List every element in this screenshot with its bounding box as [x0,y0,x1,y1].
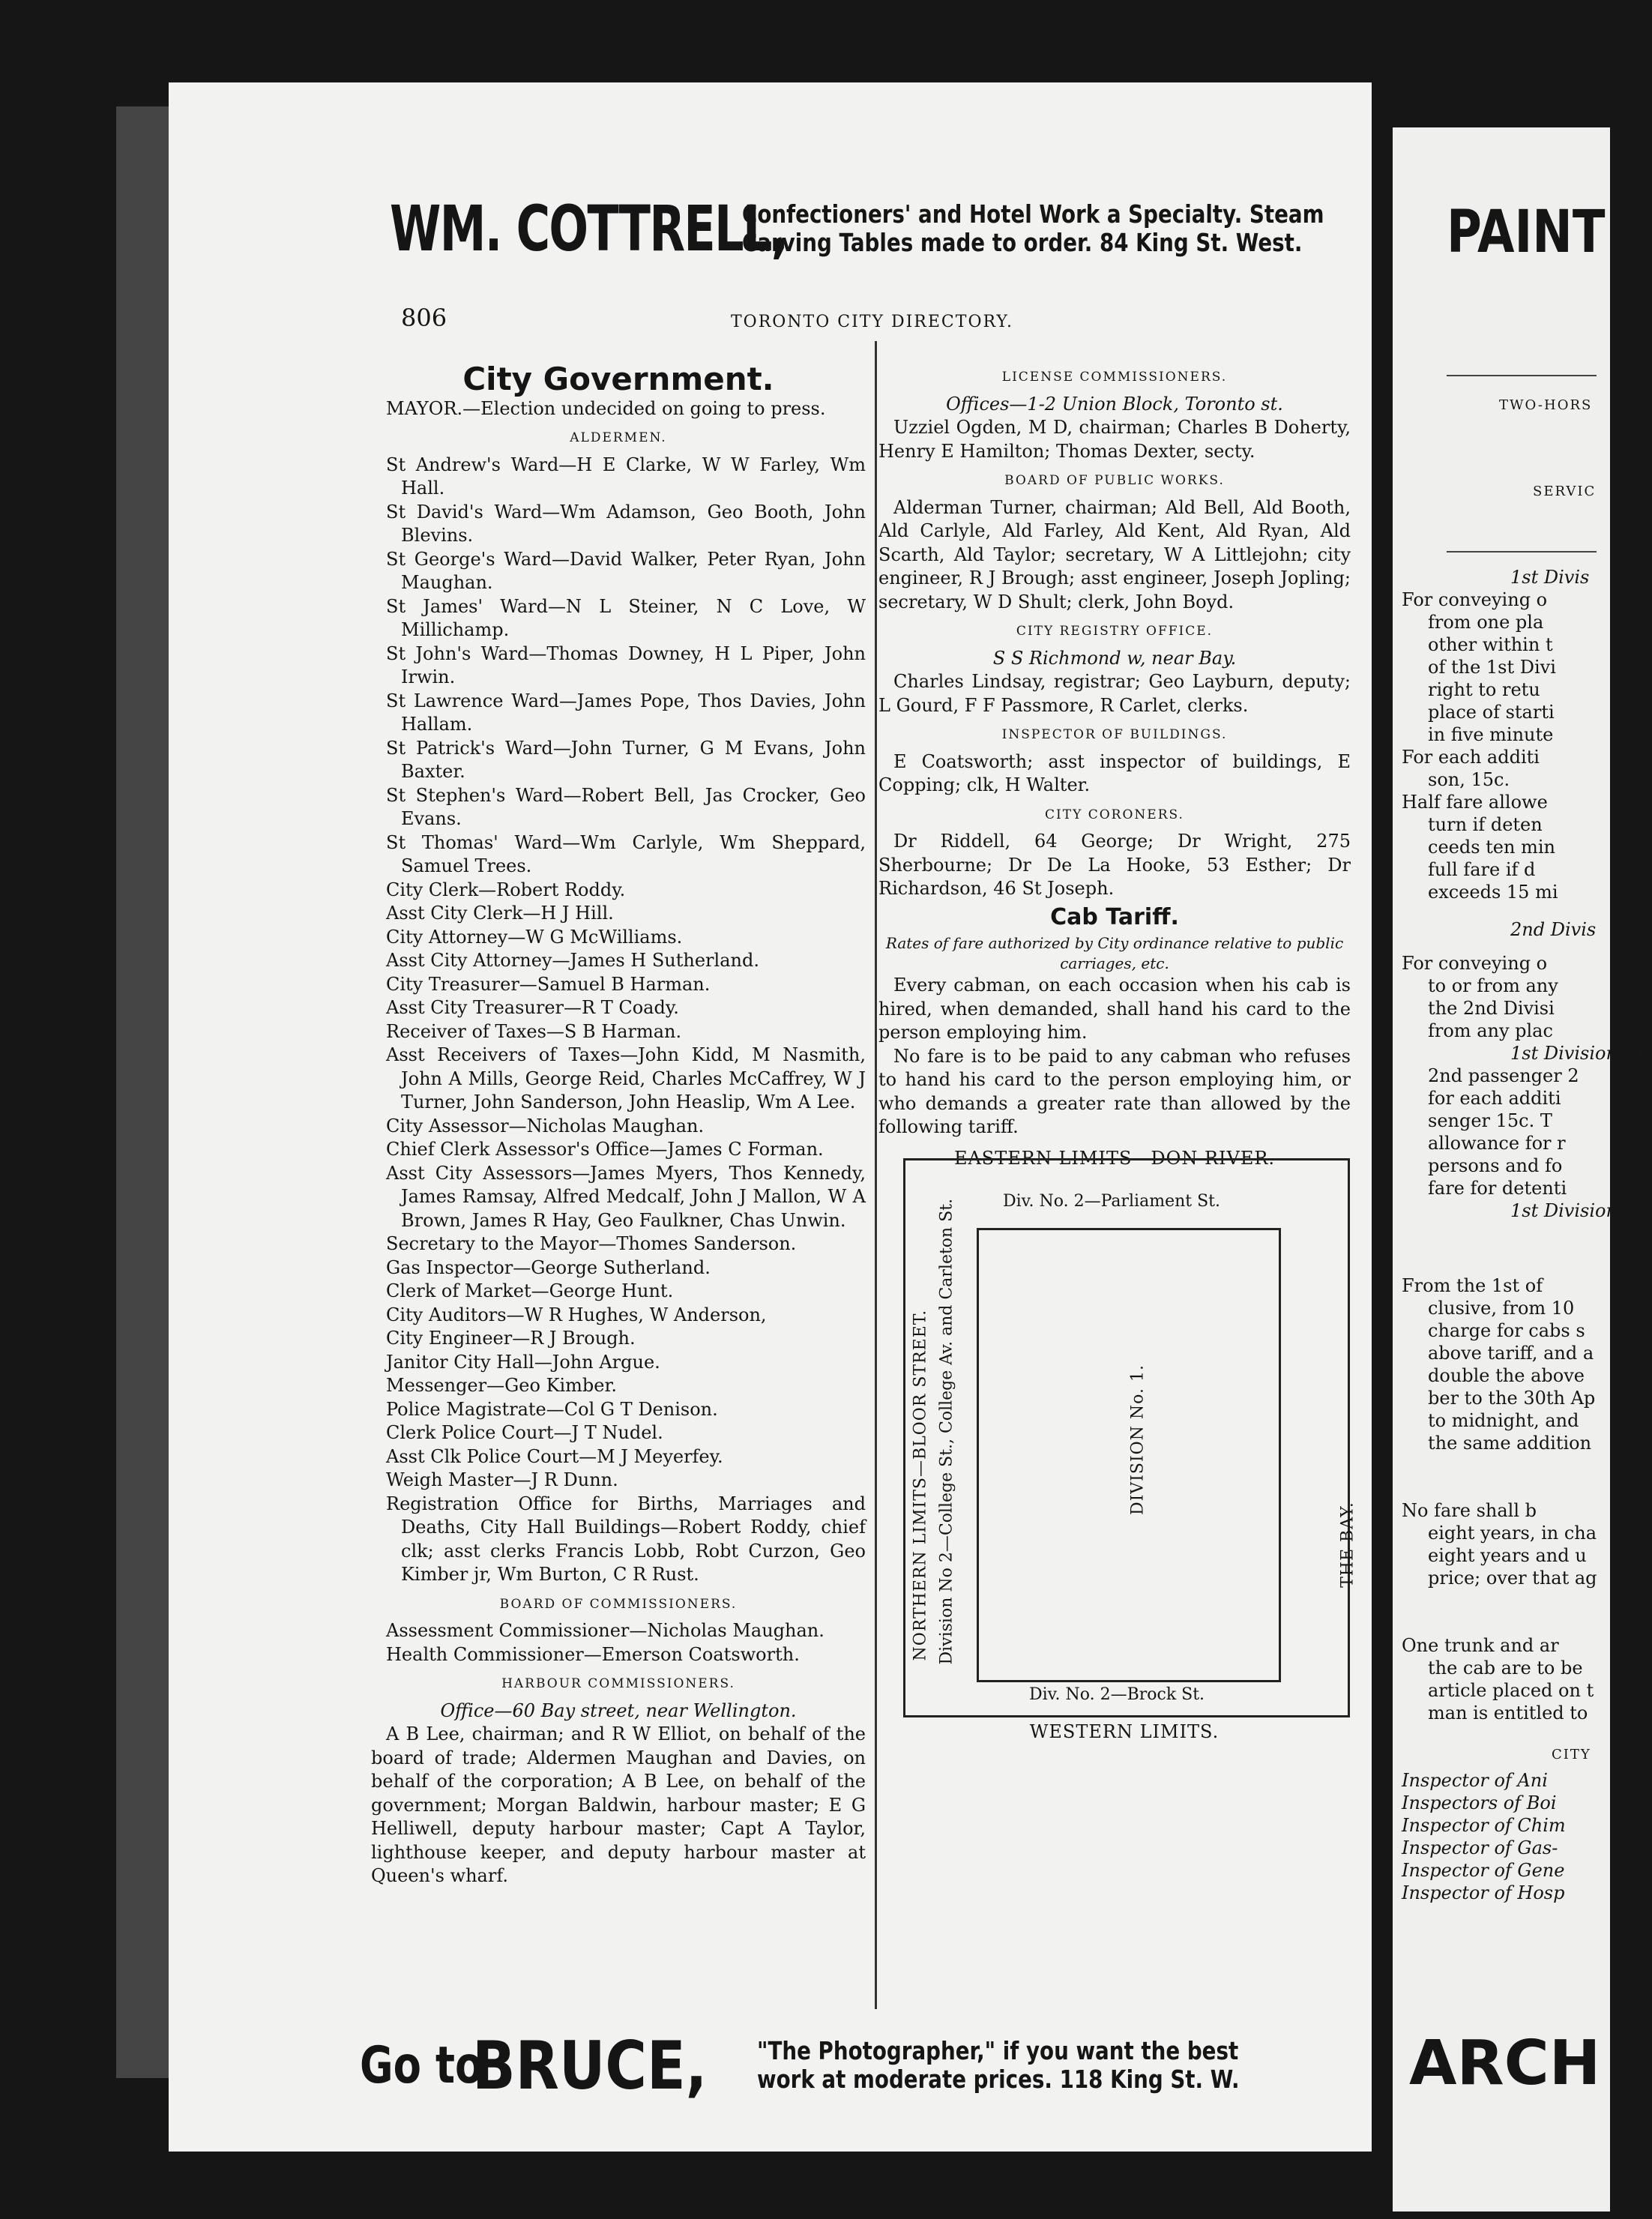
running-title: TORONTO CITY DIRECTORY. [731,313,1014,331]
ward-entry: St Stephen's Ward—Robert Bell, Jas Crocker, Geo Evans. [386,784,866,829]
column-divider [875,341,877,2009]
ad-bruce-line-1: "The Photographer," if you want the best [757,2036,1239,2065]
right-page-line: 2nd Divis [1510,919,1597,940]
official-entry: City Engineer—R J Brough. [386,1328,636,1349]
right-page-line: allowance for r [1428,1133,1566,1154]
aldermen-heading: ALDERMEN. [570,430,667,445]
right-page-line: persons and fo [1428,1155,1563,1176]
works-heading: BOARD OF PUBLIC WORKS. [1004,473,1225,488]
right-page-line: Inspector of Gene [1402,1860,1565,1881]
license-office: Offices—1-2 Union Block, Toronto st. [946,393,1283,415]
commissioner-entry: Health Commissioner—Emerson Coatsworth. [386,1643,800,1665]
section-title: City Government. [462,361,774,397]
right-page-line: article placed on t [1428,1680,1594,1701]
top-advertisement [390,191,1349,266]
right-column [878,360,1351,1170]
western-limits: WESTERN LIMITS. [1029,1721,1220,1742]
official-entry: Asst City Treasurer—R T Coady. [386,997,679,1018]
map-northern-limits: NORTHERN LIMITS—BLOOR STREET. [911,1309,930,1661]
ad-name: WM. COTTRELL, [390,192,788,265]
official-entry: City Treasurer—Samuel B Harman. [386,973,711,995]
official-entry: Secretary to the Mayor—Thomes Sanderson. [386,1233,797,1254]
right-page-line: clusive, from 10 [1428,1298,1575,1319]
ad-line-1: Confectioners' and Hotel Work a Specialty. Steam [742,199,1324,229]
ad-go-to: Go to [360,2035,483,2095]
official-entry: Weigh Master—J R Dunn. [386,1469,618,1490]
official-entry: Clerk Police Court—J T Nudel. [386,1422,663,1443]
coroners-text: Dr Riddell, 64 George; Dr Wright, 275 Sherbourne; Dr De La Hooke, 53 Esther; Dr Richardson, 46 St Joseph. [878,831,1351,899]
eastern-limits: EASTERN LIMITS—DON RIVER. [953,1147,1276,1169]
right-page-line: eight years, in cha [1428,1523,1597,1544]
official-entry: Asst Clk Police Court—M J Meyerfey. [386,1445,723,1467]
cab-intro: Rates of fare authorized by City ordinance relative to public carriages, etc. [885,934,1344,972]
official-entry: Asst City Attorney—James H Sutherland. [386,950,759,971]
cab-paragraph-2: No fare is to be paid to any cabman who refuses to hand his card to the person employing him, or who demands a greater rate than allowed by the following tariff. [878,1045,1351,1137]
right-page-line: full fare if d [1428,859,1536,880]
harbour-office: Office—60 Bay street, near Wellington. [440,1699,797,1721]
right-page-line: charge for cabs s [1428,1320,1585,1341]
left-column [371,360,866,1888]
right-page-line: ber to the 30th Ap [1428,1388,1596,1409]
official-entry: Asst City Clerk—H J Hill. [386,903,614,924]
ward-entry: St Lawrence Ward—James Pope, Thos Davies, John Hallam. [386,690,866,735]
ad-bruce: BRUCE, [472,2026,708,2104]
right-page-line: ceeds ten min [1428,837,1555,858]
cab-tariff-title: Cab Tariff. [1050,903,1179,930]
right-page-line: other within t [1428,634,1553,655]
official-entry: Asst Receivers of Taxes—John Kidd, M Nasmith, John A Mills, George Reid, Charles McCaffrey, W J Turner, John Sanderson, John Heaslip, Wm A Lee. [386,1044,866,1112]
right-page-line: No fare shall b [1402,1500,1537,1521]
official-entry: Receiver of Taxes—S B Harman. [386,1020,682,1042]
right-page-line: Inspectors of Boi [1402,1792,1557,1813]
registry-address: S S Richmond w, near Bay. [992,647,1237,669]
right-page-line: to midnight, and [1428,1410,1579,1431]
right-page-line: right to retu [1428,679,1540,700]
harbour-text: A B Lee, chairman; and R W Elliot, on behalf of the board of trade; Aldermen Maughan and Davies, on behalf of the corporation; A B Lee, on behalf of the government; Morgan Baldwin, harbour master; E G Helliwell, deputy harbour master; Capt A Taylor, lighthouse keeper, and deputy harbour master at Queen's wharf. [371,1723,866,1886]
official-entry: City Clerk—Robert Roddy. [386,879,626,900]
buildings-text: E Coatsworth; asst inspector of buildings, E Copping; clk, H Walter. [878,750,1351,795]
book-edge [116,106,176,2078]
license-text: Uzziel Ogden, M D, chairman; Charles B Doherty, Henry E Hamilton; Thomas Dexter, secty. [878,417,1351,462]
right-page-line: from any plac [1428,1020,1553,1041]
right-page-line: turn if deten [1428,814,1543,835]
division-map [903,1158,1357,1717]
commissioner-entry: Assessment Commissioner—Nicholas Maughan. [386,1620,825,1641]
right-page-rule-2 [1447,551,1597,553]
ad-text [742,200,1324,257]
right-page-line: From the 1st of [1402,1275,1543,1296]
right-page-line: to or from any [1428,975,1558,996]
official-entry: City Assessor—Nicholas Maughan. [386,1115,705,1136]
right-page-line: exceeds 15 mi [1428,882,1558,903]
official-entry: Gas Inspector—George Sutherland. [386,1256,711,1278]
ward-entry: St Thomas' Ward—Wm Carlyle, Wm Sheppard, Samuel Trees. [386,831,866,876]
right-page-line: 1st Division, 50 [1510,1043,1652,1064]
registry-heading: CITY REGISTRY OFFICE. [1016,624,1214,639]
bottom-advertisement [360,2024,1357,2107]
map-bottom-label: Div. No. 2—Brock St. [1029,1685,1205,1704]
official-entry: Asst City Assessors—James Myers, Thos Kennedy, James Ramsay, Alfred Medcalf, John J Mallon, W A Brown, James R Hay, Geo Faulkner, Chas Unwin. [386,1162,866,1231]
ward-entry: St Andrew's Ward—H E Clarke, W W Farley, Wm Hall. [386,454,866,499]
ward-entry: St David's Ward—Wm Adamson, Geo Booth, John Blevins. [386,501,866,546]
right-page-line: from one pla [1428,612,1544,633]
right-page-line: price; over that ag [1428,1568,1597,1589]
map-division-1-label: DIVISION No. 1. [1128,1364,1148,1516]
right-page-line: 1st Division. [1510,1200,1624,1221]
right-page-line: in five minute [1428,724,1554,745]
right-page-line: SERVIC [1533,484,1597,499]
ward-entry: St John's Ward—Thomas Downey, H L Piper, John Irwin. [386,642,866,687]
official-entry: Chief Clerk Assessor's Office—James C Forman. [386,1139,824,1160]
right-page-line: For conveying o [1402,953,1548,974]
right-page-line: Half fare allowe [1402,792,1548,813]
right-page-line: above tariff, and a [1428,1343,1594,1364]
right-page-line: man is entitled to [1428,1702,1588,1723]
official-entry: City Attorney—W G McWilliams. [386,926,683,948]
right-page-line: the 2nd Divisi [1428,998,1555,1019]
right-page-line: the cab are to be [1428,1658,1583,1678]
map-division-2-label: Division No 2—College St., College Av. and Carleton St. [937,1198,956,1665]
right-page-line: double the above [1428,1365,1585,1386]
commissioners-list [371,1619,866,1666]
right-page-line: for each additi [1428,1088,1561,1109]
ward-entry: St James' Ward—N L Steiner, N C Love, W Millichamp. [386,595,866,640]
page-header [401,304,1349,337]
right-page-line: senger 15c. T [1428,1110,1552,1131]
right-page-line: 2nd passenger 2 [1428,1065,1579,1086]
right-page-line: TWO-HORS [1499,397,1593,413]
right-page-line: One trunk and ar [1402,1635,1559,1656]
commissioners-heading: BOARD OF COMMISSIONERS. [499,1596,738,1612]
mayor-line: MAYOR.—Election undecided on going to press. [386,397,826,419]
right-page-line: eight years and u [1428,1545,1587,1566]
buildings-heading: INSPECTOR OF BUILDINGS. [1001,727,1228,742]
right-page-line: Inspector of Chim [1402,1815,1566,1836]
right-page-line: CITY [1552,1747,1591,1762]
map-bay-label: THE BAY. [1338,1502,1357,1588]
right-page-line: Inspector of Ani [1402,1770,1548,1791]
right-page-top-ad: PAINT [1447,199,1606,266]
right-page-line: Inspector of Hosp [1402,1882,1565,1903]
ad-bruce-text [757,2037,1240,2094]
ad-bruce-line-2: work at moderate prices. 118 King St. W. [757,2065,1240,2094]
officials-list [371,879,866,1587]
official-entry: Clerk of Market—George Hunt. [386,1280,674,1301]
right-page-line: place of starti [1428,702,1555,723]
page-number: 806 [401,304,447,332]
right-page-line: fare for detenti [1428,1178,1567,1199]
right-page-line: For conveying o [1402,589,1548,610]
map-top-label: Div. No. 2—Parliament St. [1003,1192,1220,1211]
ward-entry: St Patrick's Ward—John Turner, G M Evans, John Baxter. [386,737,866,782]
cab-paragraph-1: Every cabman, on each occasion when his cab is hired, when demanded, shall hand his card to the person employing him. [878,975,1351,1043]
right-page-line: of the 1st Divi [1428,657,1556,678]
official-entry: Registration Office for Births, Marriages and Deaths, City Hall Buildings—Robert Roddy, chief clk; asst clerks Francis Lobb, Robt Curzon, Geo Kimber jr, Wm Burton, C R Rust. [386,1493,866,1585]
right-page-line: Inspector of Gas- [1402,1837,1558,1858]
coroners-heading: CITY CORONERS. [1045,807,1184,822]
official-entry: Messenger—Geo Kimber. [386,1375,617,1396]
right-page-rule-1 [1447,375,1597,376]
official-entry: City Auditors—W R Hughes, W Anderson, [386,1304,767,1325]
official-entry: Janitor City Hall—John Argue. [386,1351,660,1373]
ward-entry: St George's Ward—David Walker, Peter Ryan, John Maughan. [386,548,866,593]
ad-line-2: Carving Tables made to order. 84 King St. West. [742,228,1303,257]
right-page-line: the same addition [1428,1433,1592,1454]
right-page-bottom-ad: ARCH [1409,2028,1601,2099]
right-page-line: For each additi [1402,747,1540,768]
official-entry: Police Magistrate—Col G T Denison. [386,1398,718,1420]
license-heading: LICENSE COMMISSIONERS. [1001,370,1228,385]
ward-list [371,454,866,879]
works-text: Alderman Turner, chairman; Ald Bell, Ald Booth, Ald Carlyle, Ald Farley, Ald Kent, Ald Ryan, Ald Scarth, Ald Taylor; secretary, W A Littlejohn; city engineer, R J Brough; asst engineer, Joseph Jopling; secretary, W D Shult; clerk, John Boyd. [878,496,1351,612]
registry-text: Charles Lindsay, registrar; Geo Layburn, deputy; L Gourd, F F Passmore, R Carlet, clerks. [878,671,1351,716]
right-page-line: 1st Divis [1510,567,1590,588]
right-page-line: son, 15c. [1428,769,1510,790]
harbour-heading: HARBOUR COMMISSIONERS. [501,1676,735,1691]
